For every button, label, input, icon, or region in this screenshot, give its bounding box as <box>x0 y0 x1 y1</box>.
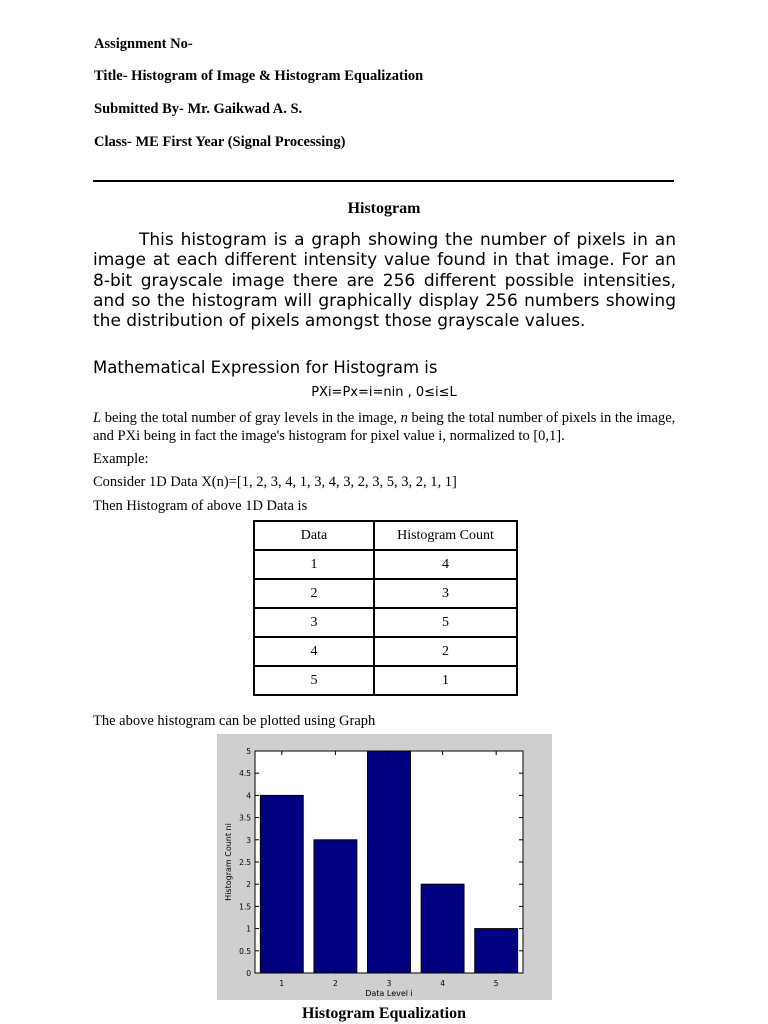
y-tick-label: 3.5 <box>239 813 251 823</box>
table-header-count: Histogram Count <box>374 521 517 550</box>
y-tick-label: 0 <box>246 969 251 978</box>
table-cell-count: 2 <box>374 637 517 666</box>
example-data-line: Consider 1D Data X(n)=[1, 2, 3, 4, 1, 3, 4, 3, 2, 3, 5, 3, 2, 1, 1] <box>93 474 457 490</box>
x-tick-label: 3 <box>386 979 392 988</box>
definition-text-part2: being the total number of pixels in the image, and PXi being in fact the image's histogram for pixel value i, normalized to [0,1]. <box>93 410 676 444</box>
bar-1 <box>260 795 303 973</box>
table-cell-count: 5 <box>374 608 517 637</box>
assignment-title: Title- Histogram of Image & Histogram Equalization <box>94 68 424 84</box>
x-tick-label: 5 <box>493 979 499 988</box>
x-tick-label: 2 <box>333 979 338 988</box>
table-row <box>254 579 517 608</box>
table-row <box>254 550 517 579</box>
example-label: Example: <box>93 451 149 467</box>
bar-5 <box>475 929 518 973</box>
y-tick-label: 2 <box>246 880 251 890</box>
x-tick-label: 1 <box>279 979 285 988</box>
y-tick-label: 1 <box>246 924 251 934</box>
table-cell-data: 1 <box>254 550 374 579</box>
y-tick-label: 5 <box>246 747 251 756</box>
section-heading-equalization: Histogram Equalization <box>301 1005 466 1022</box>
histogram-table <box>253 520 518 696</box>
bar-4 <box>421 884 464 973</box>
x-tick-label: 4 <box>440 979 445 988</box>
table-cell-data: 4 <box>254 637 374 666</box>
class-info: Class- ME First Year (Signal Processing) <box>94 134 346 150</box>
histogram-formula: PXi=Px=i=nin , 0≤i≤L <box>311 385 457 400</box>
table-header-row <box>254 521 517 550</box>
table-cell-count: 1 <box>374 666 517 695</box>
then-histogram-line: Then Histogram of above 1D Data is <box>93 498 308 514</box>
submitted-by: Submitted By- Mr. Gaikwad A. S. <box>94 101 303 117</box>
table-cell-data: 5 <box>254 666 374 695</box>
table-cell-data: 2 <box>254 579 374 608</box>
table-cell-data: 3 <box>254 608 374 637</box>
histogram-chart-svg <box>217 734 552 1000</box>
section-heading-histogram: Histogram <box>347 200 421 217</box>
y-tick-label: 2.5 <box>239 858 251 867</box>
y-tick-label: 1.5 <box>239 902 251 912</box>
y-tick-label: 4.5 <box>239 769 251 779</box>
plot-intro-line: The above histogram can be plotted using Graph <box>93 713 376 729</box>
assignment-number: Assignment No- <box>94 36 193 52</box>
definition-text-part1: being the total number of gray levels in the image, <box>101 410 401 426</box>
math-expression-heading: Mathematical Expression for Histogram is <box>93 358 438 377</box>
table-cell-count: 4 <box>374 550 517 579</box>
definition-symbol-n: n <box>400 410 408 426</box>
y-tick-label: 0.5 <box>239 946 251 956</box>
histogram-paragraph: This histogram is a graph showing the number of pixels in an image at each different intensity value found in that image. For an 8-bit grayscale image there are 256 different possible intensities, and so the histogram will graphically display 256 numbers showing the distribution of pixels amongst those grayscale values. <box>93 230 676 332</box>
table-row <box>254 666 517 695</box>
header-divider <box>93 180 674 182</box>
table-row <box>254 637 517 666</box>
table-header-data: Data <box>254 521 374 550</box>
histogram-chart <box>217 734 552 1000</box>
definition-symbol-l: L <box>93 410 102 426</box>
y-tick-label: 4 <box>246 791 251 801</box>
x-axis-label: Data Level i <box>365 989 413 998</box>
definition-text <box>93 409 683 445</box>
table-row <box>254 608 517 637</box>
bar-3 <box>368 751 411 973</box>
bar-2 <box>314 840 357 973</box>
y-tick-label: 3 <box>246 835 251 845</box>
table-cell-count: 3 <box>374 579 517 608</box>
y-axis-label: Histogram Count ni <box>224 823 233 901</box>
